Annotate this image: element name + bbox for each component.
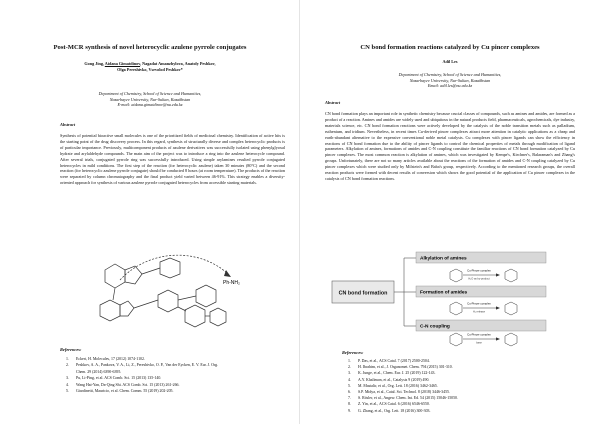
right-abstract-heading: Abstract bbox=[325, 100, 341, 105]
reference-number: 2. bbox=[348, 365, 351, 370]
right-abstract-text: CN bond formation plays an important role in synthetic chemistry because crucial classes of compounds, such as amines and amides, are formed as a product of a reaction. Amines and amides are widely used and ubiquitous in the natural products field, pharmaceuticals, agrochemicals, dye industry, materials science, etc. CN bond formation reactions were actively developed by the catalysis of the noble transition metals such as palladium, ruthenium, and iridium. Nevertheless, in recent times Cu-derived pincer complexes attract more attention in catalytic applications as a cheap and earth-abundant alternative to the expensive conventional noble metal catalysts. Cu complexes with pincer ligands can show the efficiency in reactions of CN bond formation due to the ability of pincer ligands to control the chemical properties of metals through modification of ligand parameters. Alkylation of amines, formations of amides and C-N coupling constitute the familiar reactions of CN bond formation catalyzed by Cu pincer complexes. The most common reaction is alkylation of amines, which was investigated by Kempe's, Kirchner's, Balaraman's and Zhang's groups. Unfortunately, there are not so many articles available about the reactions of the formation of amides and C-N coupling catalyzed by Cu pincer complexes which were studied only by Milstein's and Baba's group, respectively. According to the mentioned research groups, the overall reaction products were formed with decent results of conversion which shows the good potential of the application of Cu pincer complexes in the catalysis of CN bond formation reactions. bbox=[325, 111, 575, 181]
diagram-center-label: CN bond formation bbox=[338, 290, 388, 297]
diagram-branch-alkylation bbox=[416, 252, 546, 282]
right-affiliation-dept: Department of Chemistry, School of Science and Humanities, bbox=[398, 72, 502, 77]
reference-text: Wang Hai-Yan, Da-Qing Shi. ACS Comb. Sci. 15 (2013) 261-266. bbox=[76, 382, 180, 387]
right-page bbox=[300, 0, 600, 424]
branch-note: base bbox=[476, 341, 482, 345]
right-affiliation bbox=[300, 72, 600, 89]
diagram-branch-amides bbox=[416, 286, 546, 315]
right-affiliation-email: Email: adil.les@nu.edu.kz bbox=[427, 83, 473, 89]
reference-text: K. Junge, et al., Chem. Eur. J. 25 (2019) 122-143. bbox=[358, 371, 436, 376]
reference-text: Pu, Li-Ping, et al. ACS Comb. Sci. 15 (2013) 135-140. bbox=[76, 376, 162, 381]
left-affiliation-univ: Nazarbayev University, Nur-Sultan, Kazakhstan bbox=[109, 96, 191, 102]
left-affiliation-dept: Department of Chemistry, School of Science and Humanities, bbox=[98, 91, 202, 96]
reference-number: 8. bbox=[348, 402, 351, 407]
branch-label: Formation of amides bbox=[420, 290, 468, 296]
branch-catalyst: Cu-Pincer complex bbox=[467, 301, 491, 306]
reference-number: 1. bbox=[66, 357, 69, 361]
reference-text: Z. Yin, et al., ACS Catal. 6 (2016) 6546-6550. bbox=[358, 402, 430, 407]
cn-bond-diagram bbox=[300, 248, 600, 348]
right-paper-title: CN bond formation reactions catalyzed by Cu pincer complexes bbox=[360, 44, 540, 51]
left-affiliation-email: E-mail: aidana.gimatdinov@nu.edu.kz bbox=[117, 102, 183, 108]
reference-text: S. Rösler, et al., Angew. Chem. Int. Ed. 54 (2015) 15046-15050. bbox=[358, 396, 458, 401]
branch-note: H₂O as by-product bbox=[468, 277, 490, 281]
reference-item bbox=[348, 408, 458, 414]
branch-note: H₂ release bbox=[472, 310, 486, 314]
reference-text: P. Das, et al., ACS Catal. 7 (2017) 2500-2504. bbox=[358, 359, 430, 363]
right-references-list bbox=[348, 358, 458, 414]
left-authors-rest: , Nagadat Amanzhylova, Anatoly Peshkov, bbox=[140, 61, 216, 66]
left-references-list bbox=[66, 356, 218, 394]
left-authors-presenter: Aidana Gimatdinov bbox=[104, 61, 141, 66]
reference-text: Peshkov, A. A., Pankova, V. A., Li, Z., Pereshivko, O. P., Van der Eycken, E. V. Eur. J. Org. bbox=[76, 363, 219, 368]
left-authors bbox=[0, 61, 300, 72]
reference-text: Chem. 29 (2014) 6390-6395. bbox=[76, 369, 122, 374]
left-abstract-text: Synthesis of potential bioactive small molecules is one of the prioritized fields of medicinal chemistry. Identification of active hits is the starting point of the drug discovery process. In this regard, synthesis of structurally diverse and complex heterocyclic products is of particular importance. Previously, multicomponent products of azulene derivatives was successfully isolated using phenylglyoxal hydrate and arylaldehyde compounds. The main aim of the project was to introduce a ring into the azulene heterocycle compound. After several trials, conjugated pyrrole ring was successfully introduced. Using simple arylamines resulted pyrrole conjugated heterocycles in mild conditions. The first step of the reaction (for heterocyclic azulene) taken 30 minutes (80°C) and the second reaction (for heterocyclic azulene pyrrole conjugate) should be conducted 8 hours (at room temperature). The products of the reaction were separated by column chromatography and the final product yield varied between 46-91%. This strategy enables a diversity-oriented approach for synthesis of various azulene pyrrole conjugated heterocycles from accessible starting materials. bbox=[60, 133, 285, 186]
reference-number: 6. bbox=[348, 390, 351, 395]
right-author bbox=[300, 59, 600, 65]
reference-text: Eckert, H. Molecules, 17 (2012) 1074-1102. bbox=[76, 357, 145, 361]
reference-number: 7. bbox=[348, 396, 351, 401]
reference-number: 2. bbox=[66, 363, 69, 368]
reference-text: Giardinetti, Mauricio, et al. Chem. Comm. 55 (2019) 202-205. bbox=[76, 389, 174, 394]
right-references-heading: References: bbox=[342, 350, 364, 355]
right-author-name: Adil Les bbox=[442, 59, 458, 64]
left-paper-title: Post-MCR synthesis of novel heterocyclic azulene pyrrole conjugates bbox=[53, 44, 247, 51]
branch-label: Alkylation of amines bbox=[420, 256, 467, 262]
reference-number: 3. bbox=[66, 376, 69, 381]
left-abstract-heading: Abstract bbox=[60, 122, 76, 127]
reference-number: 1. bbox=[348, 359, 351, 363]
left-authors-plain: Gong Jing, bbox=[84, 61, 105, 66]
reference-text: A.Y. Khalimon, et al., Catalysts 9 (2019) 490. bbox=[358, 377, 430, 382]
reference-item bbox=[66, 388, 218, 394]
right-affiliation-univ: Nazarbayev University, Nur-Sultan, Kazakhstan bbox=[409, 77, 491, 83]
reference-text: H. Ibrahim, et al., J. Organomet. Chem. 794 (2015) 301-310. bbox=[358, 365, 453, 370]
diagram-branch-coupling bbox=[416, 320, 546, 346]
reference-text: S.P. Midya, et al., Catal. Sci. Technol. 8 (2018) 3446-3455. bbox=[358, 390, 450, 395]
branch-catalyst: Cu-Pincer complex bbox=[467, 332, 491, 337]
reference-number: 3. bbox=[348, 371, 351, 376]
reference-number: 4. bbox=[348, 377, 351, 382]
reference-number: 9. bbox=[348, 408, 351, 413]
reference-number: 4. bbox=[66, 382, 69, 387]
left-affiliation bbox=[0, 91, 300, 108]
reference-number: 5. bbox=[348, 383, 351, 388]
scheme-reagent-label: Ph-NH₂ bbox=[223, 280, 240, 286]
reaction-scheme bbox=[0, 250, 300, 334]
left-references-heading: References: bbox=[60, 347, 82, 352]
branch-label: C-N coupling bbox=[420, 324, 450, 330]
branch-catalyst: Cu-Pincer complex bbox=[467, 268, 491, 273]
reference-text: G. Zhang, et al., Org. Lett. 18 (2016) 300-303. bbox=[358, 408, 431, 413]
reference-text: M. Mastalir, et al., Org. Lett. 18 (2016) 3462-3465. bbox=[358, 383, 438, 388]
reference-number: 5. bbox=[66, 389, 69, 394]
left-authors-line2: Olga Pereshivko, Vsevolod Peshkov* bbox=[117, 66, 183, 72]
